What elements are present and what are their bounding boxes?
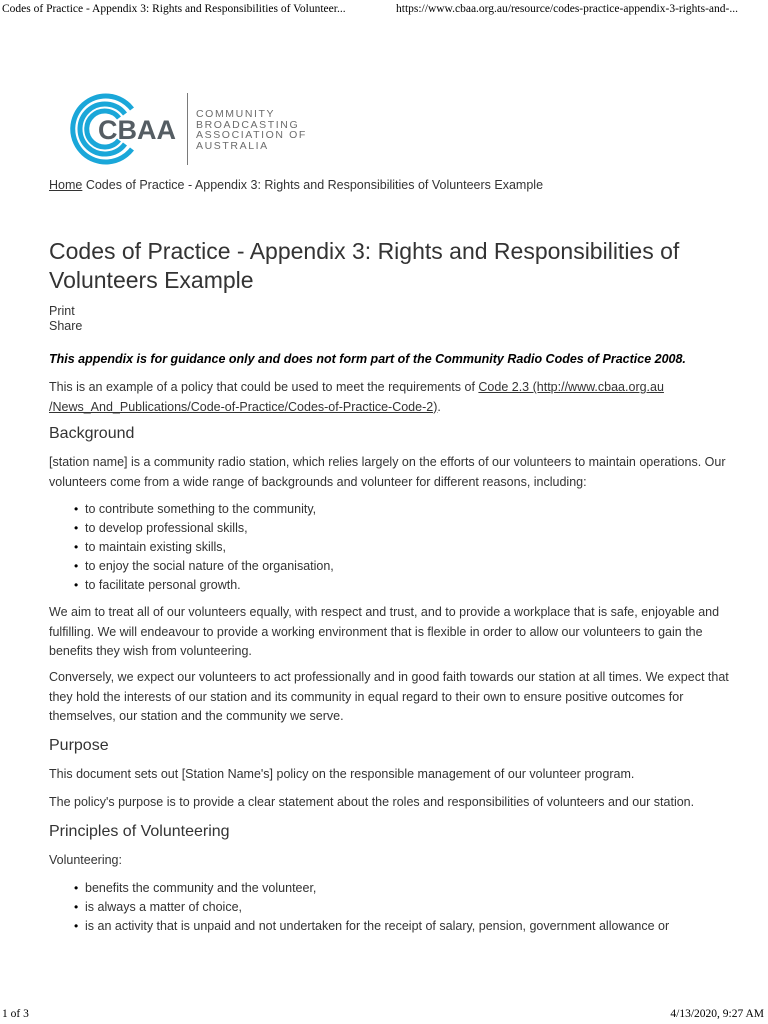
logo-org-line: COMMUNITY <box>196 108 276 120</box>
share-link[interactable]: Share <box>49 319 83 333</box>
breadcrumb-current: Codes of Practice - Appendix 3: Rights and Responsibilities of Volunteers Example <box>85 178 544 192</box>
intro-paragraph <box>49 378 729 417</box>
code-2-3-link[interactable]: Code 2.3 (http://www.cbaa.org.au /News_And_Publications/Code-of-Practice/Codes-of-Practice-Code-2) <box>49 380 664 414</box>
list-item: • to facilitate personal growth. <box>85 576 729 595</box>
purpose-paragraph-2: The policy's purpose is to provide a clear statement about the roles and responsibilities of volunteers and our station. <box>49 795 695 809</box>
breadcrumb <box>49 178 543 192</box>
principles-heading: Principles of Volunteering <box>49 823 230 840</box>
list-item: • to contribute something to the community, <box>85 500 729 519</box>
purpose-heading: Purpose <box>49 737 109 754</box>
page-count: 1 of 3 <box>2 1008 29 1020</box>
principles-list <box>49 879 729 936</box>
list-item: • benefits the community and the volunteer, <box>85 879 729 898</box>
guidance-notice: This appendix is for guidance only and does not form part of the Community Radio Codes of Practice 2008. <box>49 352 686 366</box>
list-item: • to maintain existing skills, <box>85 538 729 557</box>
list-item: • to enjoy the social nature of the organisation, <box>85 557 729 576</box>
purpose-paragraph-1: This document sets out [Station Name's] policy on the responsible management of our volunteer program. <box>49 767 635 781</box>
print-timestamp: 4/13/2020, 9:27 AM <box>670 1008 764 1020</box>
page-actions <box>49 304 82 334</box>
logo-org-name <box>196 109 307 151</box>
aim-paragraph: We aim to treat all of our volunteers equally, with respect and trust, and to provide a workplace that is safe, enjoyable and fulfilling. We will endeavour to provide a working environment that is flexible in order to allow our volunteers to gain the benefits they wish from volunteering. <box>49 605 720 658</box>
background-paragraph: [station name] is a community radio station, which relies largely on the efforts of our volunteers to maintain operations. Our volunteers come from a wide range of backgrounds and volunteer for different reasons, including: <box>49 455 726 489</box>
list-item: • to develop professional skills, <box>85 519 729 538</box>
page-title: Codes of Practice - Appendix 3: Rights and Responsibilities of Volunteers Example <box>49 238 680 293</box>
intro-prefix: This is an example of a policy that could be used to meet the requirements of <box>49 380 479 394</box>
list-item: • is always a matter of choice, <box>85 898 729 917</box>
list-item: • is an activity that is unpaid and not undertaken for the receipt of salary, pension, government allowance or <box>85 917 729 936</box>
print-footer <box>0 1004 768 1024</box>
print-link[interactable]: Print <box>49 304 75 318</box>
intro-suffix: . <box>437 399 441 414</box>
print-header-title: Codes of Practice - Appendix 3: Rights and Responsibilities of Volunteer... <box>2 3 346 15</box>
reasons-list <box>49 500 729 595</box>
breadcrumb-home-link[interactable]: Home <box>49 178 83 192</box>
volunteering-label: Volunteering: <box>49 853 122 867</box>
print-header <box>0 0 768 18</box>
logo-org-line: BROADCASTING <box>196 118 300 131</box>
background-heading: Background <box>49 425 135 442</box>
conversely-paragraph: Conversely, we expect our volunteers to act professionally and in good faith towards our station at all times. We expect that they hold the interests of our station and its community in equal regard to their own to ensure positive outcomes for themselves, our station and the community we serve. <box>49 670 729 723</box>
logo-org-line: ASSOCIATION OF <box>196 129 307 141</box>
logo-divider <box>187 93 188 165</box>
logo-wordmark: CBAA <box>98 115 176 145</box>
logo-org-line: AUSTRALIA <box>196 139 269 152</box>
cbaa-logo[interactable] <box>62 87 312 171</box>
print-header-url: https://www.cbaa.org.au/resource/codes-practice-appendix-3-rights-and-... <box>396 3 738 15</box>
